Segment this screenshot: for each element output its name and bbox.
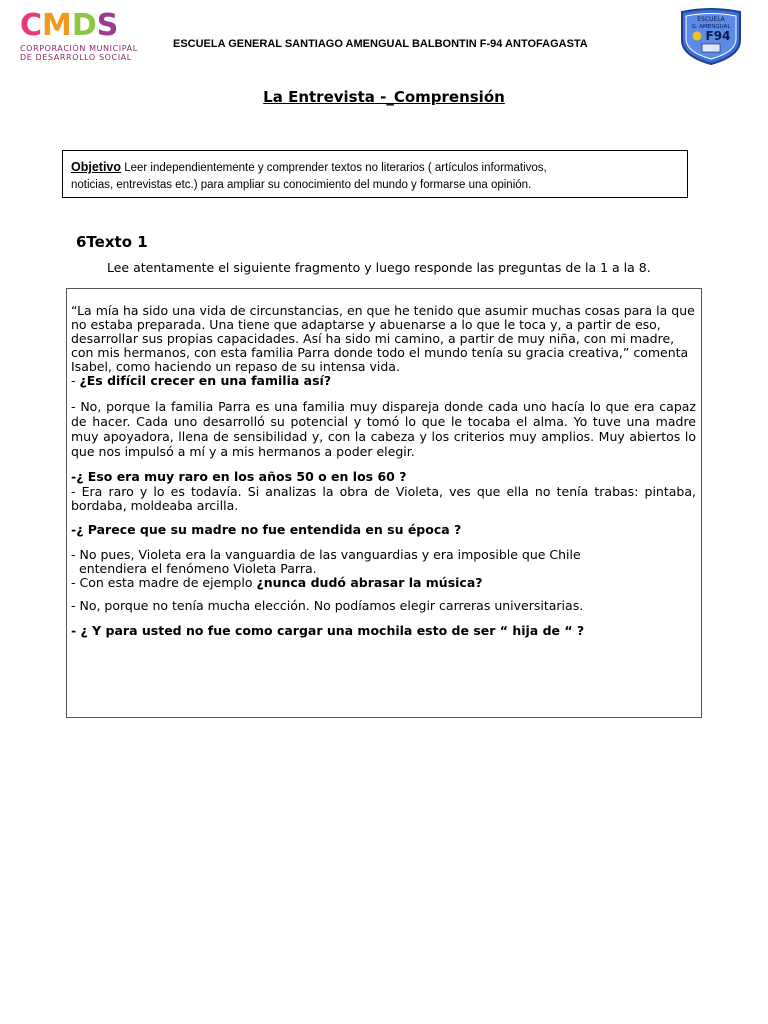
question-1-text: ¿Es difícil crecer en una familia así? [79,373,332,388]
question-1 [71,374,696,388]
objective-label: Objetivo [71,160,122,174]
question-3: -¿ Parece que su madre no fue entendida en su época ? [71,522,462,537]
objective-box [62,150,688,198]
question-2: -¿ Eso era muy raro en los años 50 o en los 60 ? [71,469,407,484]
answer-1: - No, porque la familia Parra es una familia muy dispareja donde cada uno hacía lo que era capaz de hacer. Cada uno desarrolló su potencial y tomó lo que le tocaba el alma. Yo tuve una madre muy apoyadora, llena de sensibilidad y, con la cabeza y los criterios muy amplios. Muy abiertos lo que nos impulsó a mí y a mis hermanos a poder elegir. [71,399,696,459]
answer-3-line-2: entendiera el fenómeno Violeta Parra. [79,561,317,576]
answer-3-line-1: - No pues, Violeta era la vanguardia de las vanguardias y era imposible que Chile [71,547,581,562]
question-1-prefix: - [71,373,80,388]
crest-text-2: G. AMENGUAL [691,24,731,30]
crest-code: F94 [705,29,731,43]
school-crest-icon [678,6,744,66]
question-5: - ¿ Y para usted no fue como cargar una mochila esto de ser “ hija de “ ? [71,623,585,638]
question-4 [71,576,696,590]
answer-4: - No, porque no tenía mucha elección. No podíamos elegir carreras universitarias. [71,598,584,613]
school-name: ESCUELA GENERAL SANTIAGO AMENGUAL BALBONTIN F-94 ANTOFAGASTA [173,38,588,50]
objective-text-2: noticias, entrevistas etc.) para ampliar su conocimiento del mundo y formarse una opinión. [71,179,532,191]
answer-2: - Era raro y lo es todavía. Si analizas la obra de Violeta, ves que ella no tenía trabas: pintaba, bordaba, moldeaba arcilla. [71,484,696,513]
logo-letter-c: C [20,8,43,43]
passage-intro: “La mía ha sido una vida de circunstancias, en que he tenido que asumir muchas cosas para la que no estaba preparada. Una tiene que adaptarse y abuenarse a lo que le toca y, a partir de eso, desarrollar sus propias capacidades. Así ha sido mi camino, a partir de muy niña, con mi madre, con mis hermanos, con esta familia Parra donde todo el mundo tenía su gracia creativa,” comenta Isabel, como haciendo un repaso de su intensa vida. [71,303,695,374]
question-4-prefix: - Con esta madre de ejemplo [71,575,257,590]
instruction-text: Lee atentamente el siguiente fragmento y luego responde las preguntas de la 1 a la 8. [107,260,651,275]
page-title: La Entrevista -_Comprensión [263,88,505,106]
crest-text-1: ESCUELA [697,16,725,23]
question-4-text: ¿nunca dudó abrasar la música? [256,575,483,590]
logo-subtitle-1: CORPORACIÓN MUNICIPAL [20,44,138,53]
section-heading: 6Texto 1 [76,233,148,251]
logo-letter-d: D [71,8,97,43]
logo-letter-m: M [42,8,72,43]
objective-text-1: Leer independientemente y comprender textos no literarios ( artículos informativos, [121,162,547,174]
cmds-logo [20,8,152,64]
logo-subtitle-2: DE DESARROLLO SOCIAL [20,53,132,62]
logo-letter-s: S [96,8,119,43]
